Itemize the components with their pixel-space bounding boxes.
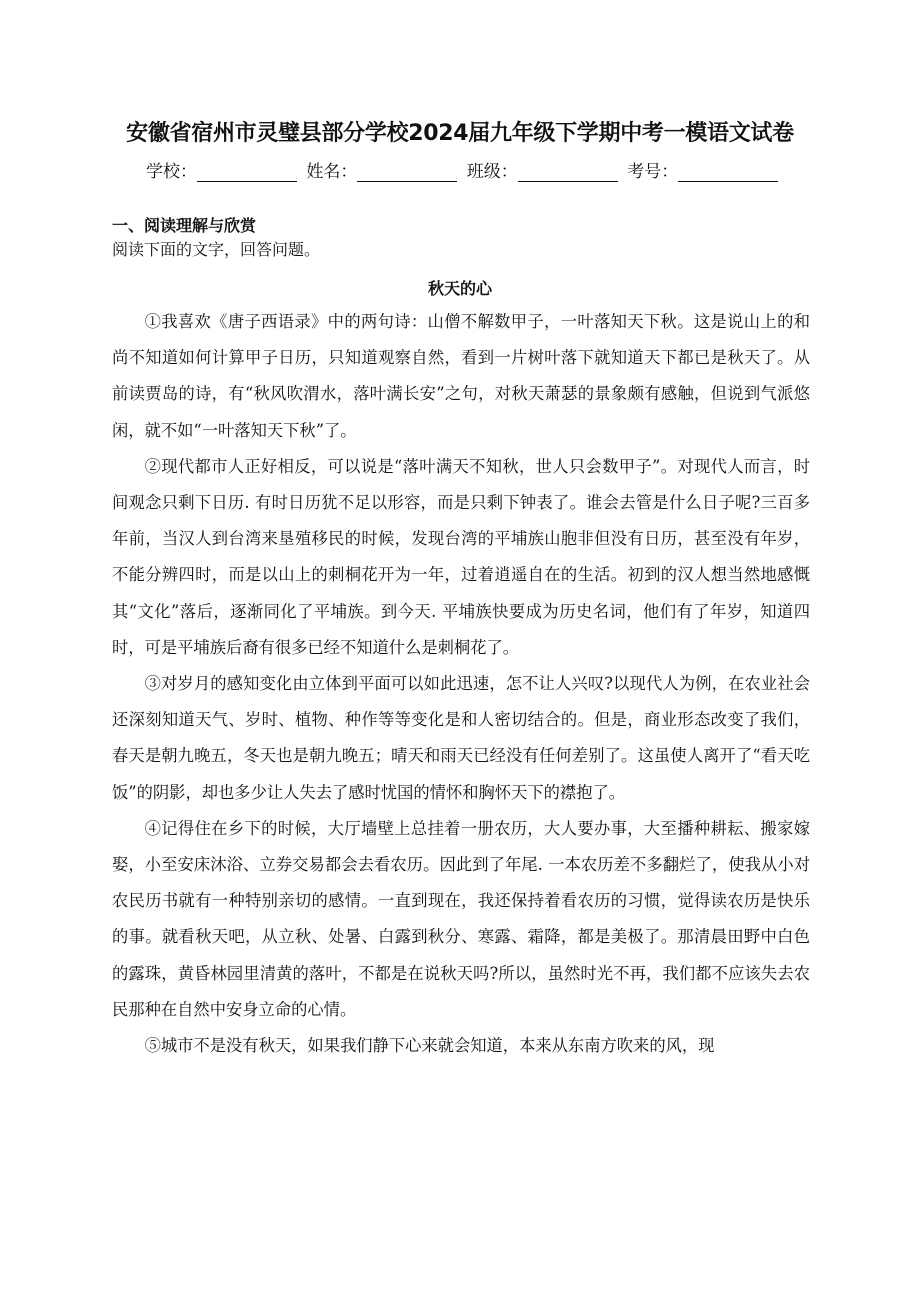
school-blank[interactable] [197,161,297,182]
name-blank[interactable] [357,161,457,182]
school-label: 学校： [146,162,197,182]
paragraph-3: ③对岁月的感知变化由立体到平面可以如此迅速，怎不让人兴叹?以现代人为例，在农业社会还深刻知道天气、岁时、植物、种作等等变化是和人密切结合的。但是，商业形态改变了我们，春天是朝九晚五，冬天也是朝九晚五；晴天和雨天已经没有任何差别了。这虽使人离开了“看天吃饭”的阴影，却也多少让人失去了感时忧国的情怀和胸怀天下的襟抱了。 [112,674,810,802]
paragraph-5: ⑤城市不是没有秋天，如果我们静下心来就会知道，本来从东南方吹来的风，现 [144,1036,715,1056]
exam-title: 安徽省宿州市灵璧县部分学校2024届九年级下学期中考一模语文试卷 [126,121,794,146]
class-blank[interactable] [518,161,618,182]
article-body [112,304,810,1064]
exam-number-label: 考号： [627,162,679,182]
name-label: 姓名： [306,162,358,182]
section-heading: 一、阅读理解与欣赏 [112,216,257,235]
student-info-row [146,157,786,183]
class-label: 班级： [466,162,518,182]
paragraph-1: ①我喜欢《唐子西语录》中的两句诗：山僧不解数甲子，一叶落知天下秋。这是说山上的和尚不知道如何计算甲子日历，只知道观察自然，看到一片树叶落下就知道天下都已是秋天了。从前读贾岛的诗，有“秋风吹渭水，落叶满长安”之句，对秋天萧瑟的景象颇有感触，但说到气派悠闲，就不如“一叶落知天下秋”了。 [112,312,810,440]
section-instruction: 阅读下面的文字，回答问题。 [112,240,321,259]
paragraph-2: ②现代都市人正好相反，可以说是“落叶满天不知秋，世人只会数甲子”。对现代人而言，时间观念只剩下日历. 有时日历犹不足以形容，而是只剩下钟表了。谁会去管是什么日子呢?三百多年前，当汉人到台湾来垦殖移民的时候，发现台湾的平埔族山胞非但没有日历，甚至没有年岁，不能分辨四时，而是以山上的刺桐花开为一年，过着逍遥自在的生活。初到的汉人想当然地感慨其“文化”落后，逐渐同化了平埔族。到今天. 平埔族快要成为历史名词，他们有了年岁，知道四时，可是平埔族后裔有很多已经不知道什么是刺桐花了。 [112,456,810,657]
paragraph-4: ④记得住在乡下的时候，大厅墙壁上总挂着一册农历，大人要办事，大至播种耕耘、搬家嫁娶，小至安床沐浴、立券交易都会去看农历。因此到了年尾. 一本农历差不多翻烂了，使我从小对农民历书就有一种特别亲切的感情。一直到现在，我还保持着看农历的习惯，觉得读农历是快乐的事。就看秋天吧，从立秋、处暑、白露到秋分、寒露、霜降，都是美极了。那清晨田野中白色的露珠，黄昏林园里清黄的落叶，不都是在说秋天吗?所以，虽然时光不再，我们都不应该失去农民那种在自然中安身立命的心情。 [112,818,810,1019]
article-title: 秋天的心 [427,279,492,298]
exam-number-blank[interactable] [678,161,778,182]
